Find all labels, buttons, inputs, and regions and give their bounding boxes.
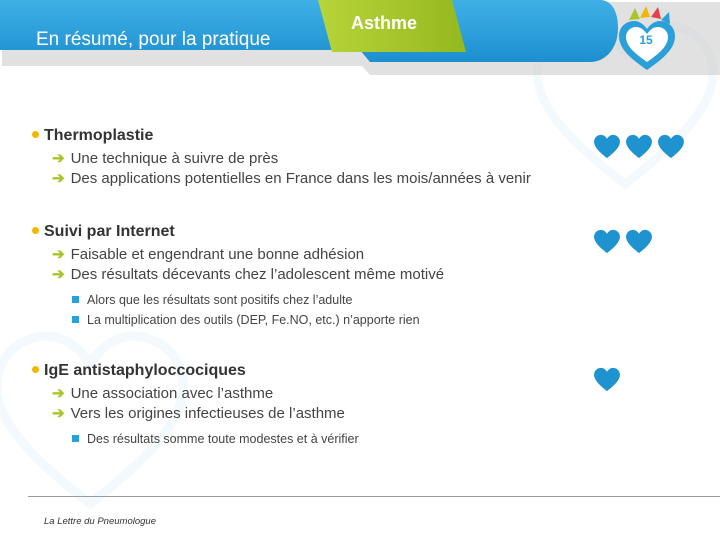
sub-list-item: La multiplication des outils (DEP, Fe.NO, etc.) n’apporte rien bbox=[72, 310, 632, 330]
section-title-text: IgE antistaphyloccociques bbox=[44, 362, 246, 379]
section-title-text: Suivi par Internet bbox=[44, 223, 175, 240]
list-item: ➔ Des applications potentielles en France dans les mois/années à venir bbox=[52, 170, 531, 187]
sub-list-item: Des résultats somme toute modestes et à vérifier bbox=[72, 429, 632, 449]
square-bullet-icon bbox=[72, 316, 79, 323]
page-number: 15 bbox=[639, 33, 653, 47]
arrow-right-icon: ➔ bbox=[52, 170, 65, 187]
footer-journal-name: La Lettre du Pneumologue bbox=[44, 516, 156, 527]
list-item: ➔ Une association avec l’asthme bbox=[52, 385, 274, 402]
arrow-right-icon: ➔ bbox=[52, 150, 65, 167]
section-tab-title: Asthme bbox=[351, 13, 418, 33]
list-item: ➔ Faisable et engendrant une bonne adhésion bbox=[52, 246, 365, 263]
list-item: ➔ Vers les origines infectieuses de l’asthme bbox=[52, 405, 345, 422]
section-title bbox=[32, 223, 632, 241]
bullet-dot-icon bbox=[32, 366, 39, 373]
heart-icon bbox=[593, 134, 621, 159]
bullet-dot-icon bbox=[32, 131, 39, 138]
heart-icon bbox=[657, 134, 685, 159]
header-title: En résumé, pour la pratique bbox=[36, 29, 271, 50]
rating-hearts bbox=[593, 367, 621, 392]
rating-hearts bbox=[593, 229, 653, 254]
list-item: ➔ Une technique à suivre de près bbox=[52, 150, 279, 167]
section-thermoplastie bbox=[32, 127, 632, 189]
footer-divider bbox=[28, 496, 720, 497]
arrow-right-icon: ➔ bbox=[52, 246, 65, 263]
square-bullet-icon bbox=[72, 435, 79, 442]
arrow-right-icon: ➔ bbox=[52, 385, 65, 402]
arrow-right-icon: ➔ bbox=[52, 405, 65, 422]
heart-icon bbox=[625, 134, 653, 159]
arrow-right-icon: ➔ bbox=[52, 266, 65, 283]
section-suivi-internet bbox=[32, 223, 632, 330]
heart-icon bbox=[593, 229, 621, 254]
bullet-dot-icon bbox=[32, 227, 39, 234]
section-title bbox=[32, 362, 632, 380]
sub-list-item: Alors que les résultats sont positifs chez l’adulte bbox=[72, 290, 632, 310]
section-ige-antistaphylococciques bbox=[32, 362, 632, 449]
section-title bbox=[32, 127, 632, 145]
list-item: ➔ Des résultats décevants chez l’adolescent même motivé bbox=[52, 266, 445, 283]
heart-icon bbox=[593, 367, 621, 392]
section-title-text: Thermoplastie bbox=[44, 127, 154, 144]
rating-hearts bbox=[593, 134, 685, 159]
heart-icon bbox=[625, 229, 653, 254]
square-bullet-icon bbox=[72, 296, 79, 303]
